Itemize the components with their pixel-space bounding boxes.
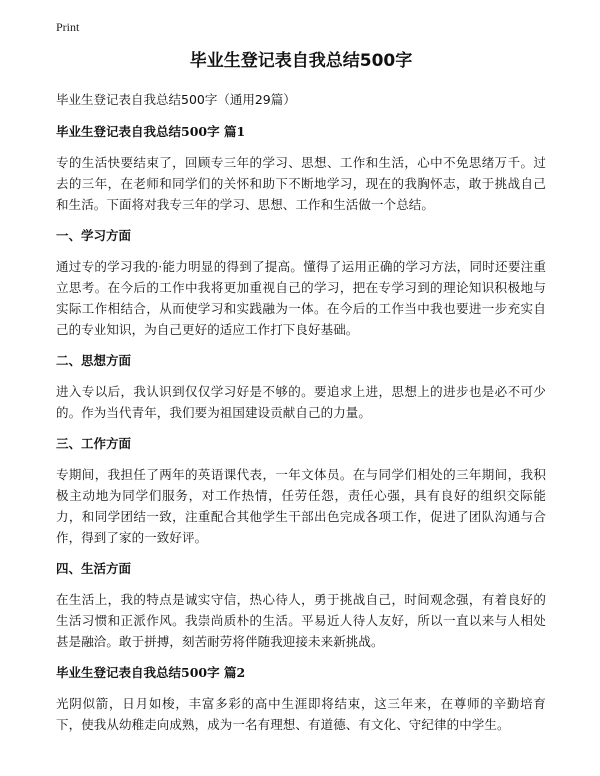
section-text-study: 通过专的学习我的·能力明显的得到了提高。懂得了运用正确的学习方法，同时还要注重立思考。在今后的工作中我将更加重视自己的学习，把在专学习到的理论知识积极地与实际工作相结合，从而使学习和实践融为一体。在今后的工作当中我也要进一步充实自己的专业知识，为自己更好的适应工作打下良好基础。 (56, 259, 546, 337)
section-text-work: 专期间，我担任了两年的英语课代表，一年文体员。在与同学们相处的三年期间，我积极主动地为同学们服务，对工作热情，任劳任怨，责任心强，具有良好的组织交际能力，和同学团结一致，注重配合其他学生干部出色完成各项工作，促进了团队沟通与合作，得到了家的一致好评。 (56, 467, 546, 545)
section-text-thought: 进入专以后，我认识到仅仅学习好是不够的。要追求上进，思想上的进步也是必不可少的。作为当代青年，我们要为祖国建设贡献自己的力量。 (56, 384, 546, 420)
article-heading-2: 毕业生登记表自我总结500字 篇2 (56, 665, 246, 680)
document-subtitle: 毕业生登记表自我总结500字（通用29篇） (56, 92, 296, 107)
article-heading-1: 毕业生登记表自我总结500字 篇1 (56, 124, 246, 139)
section-heading-study: 一、学习方面 (56, 228, 132, 243)
article-1-intro: 专的生活快要结束了，回顾专三年的学习、思想、工作和生活，心中不免思绪万千。过去的三年，在老师和同学们的关怀和助下不断地学习，现在的我胸怀志，敢于挑战自己和生活。下面将对我专三年的学习、思想、工作和生活做一个总结。 (56, 155, 546, 212)
section-heading-life: 四、生活方面 (56, 561, 132, 576)
article-2-intro: 光阴似箭，日月如梭，丰富多彩的高中生涯即将结束，这三年来，在尊师的辛勤培育下，使我从幼稚走向成熟，成为一名有理想、有道德、有文化、守纪律的中学生。 (56, 696, 546, 732)
print-link[interactable]: Print (56, 20, 80, 34)
section-text-life: 在生活上，我的特点是诚实守信，热心待人，勇于挑战自己，时间观念强，有着良好的生活习惯和正派作风。我崇尚质朴的生活。平易近人待人友好，所以一直以来与人相处甚是融洽。敢于拼搏，刻苦耐劳将伴随我迎接未来新挑战。 (56, 592, 546, 649)
page-title: 毕业生登记表自我总结500字 (189, 51, 413, 71)
document-body (56, 48, 546, 746)
section-heading-work: 三、工作方面 (56, 436, 132, 451)
section-heading-thought: 二、思想方面 (56, 353, 132, 368)
